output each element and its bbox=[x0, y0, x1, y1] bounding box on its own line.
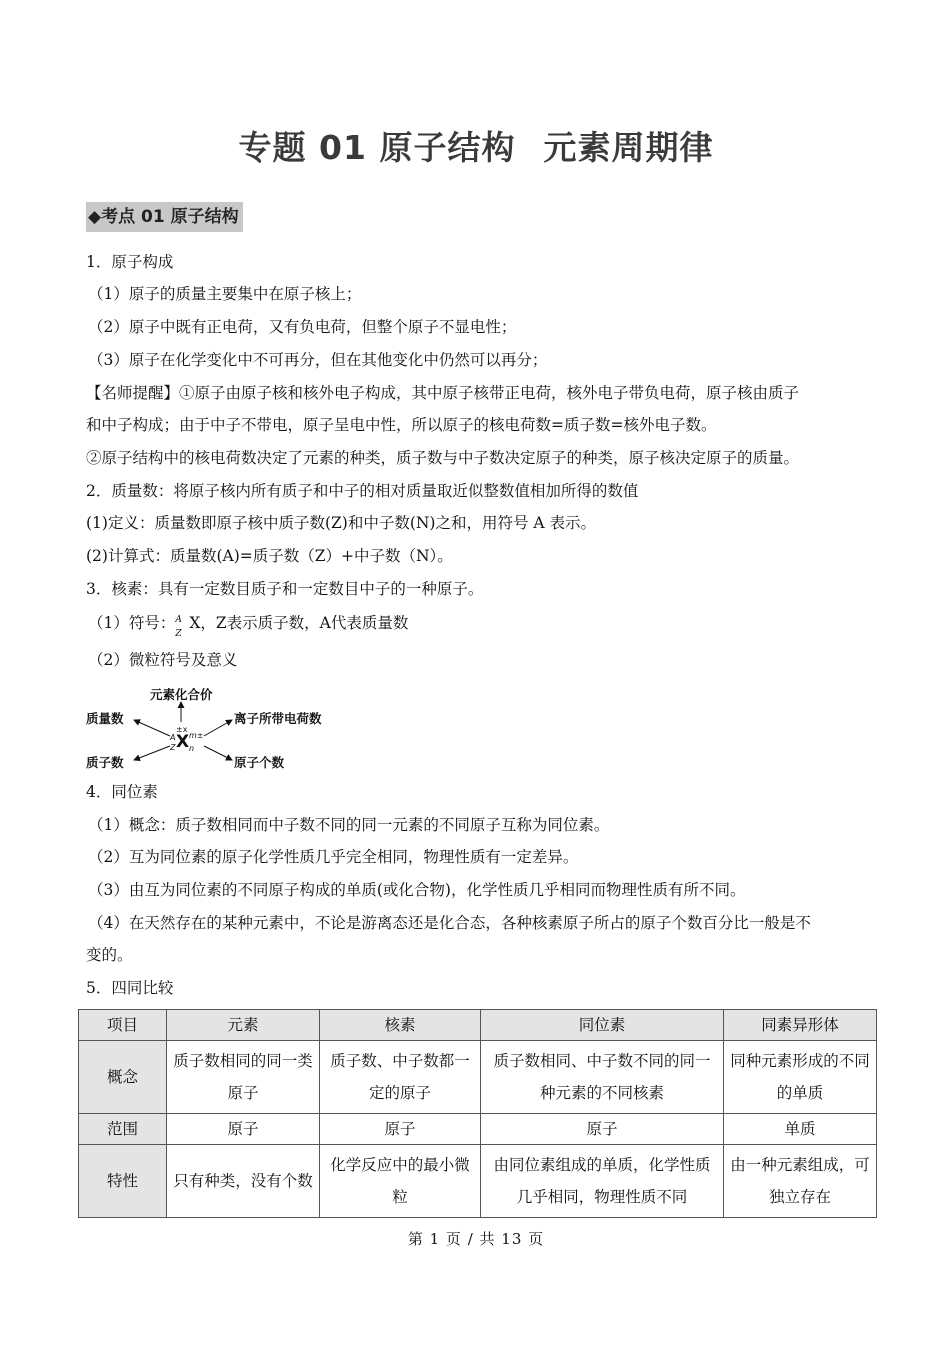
teacher-tip: 【名师提醒】①原子由原子核和核外电子构成，其中原子核带正电荷，核外电子带负电荷，原子核由质子 bbox=[86, 384, 800, 402]
text-line: 和中子构成；由于中子不带电，原子呈电中性，所以原子的核电荷数=质子数=核外电子数。 bbox=[86, 416, 717, 434]
subscript-z: Z bbox=[170, 743, 176, 752]
arrow-lower-left bbox=[134, 746, 170, 760]
table-cell: 原子 bbox=[167, 1114, 320, 1145]
arrow-lower-right bbox=[204, 746, 232, 760]
text-line: （3）由互为同位素的不同原子构成的单质(或化合物)，化学性质几乎相同而物理性质有所不同。 bbox=[88, 881, 746, 899]
table-cell: 质子数相同、中子数不同的同一种元素的不同核素 bbox=[481, 1041, 724, 1114]
arrow-upper-left bbox=[134, 720, 170, 736]
heading-atom-composition: 1．原子构成 bbox=[86, 253, 174, 271]
header-cell: 同素异形体 bbox=[724, 1010, 877, 1041]
arrow-upper-right bbox=[204, 720, 232, 736]
text-line: ②原子结构中的核电荷数决定了元素的种类，质子数与中子数决定原子的种类，原子核决定原子的质量。 bbox=[86, 449, 800, 467]
text-line: （2）原子中既有正电荷，又有负电荷，但整个原子不显电性； bbox=[88, 318, 517, 336]
table-cell: 化学反应中的最小微粒 bbox=[320, 1145, 481, 1218]
label-proton-number: 质子数 bbox=[86, 755, 124, 770]
row-label: 概念 bbox=[79, 1041, 167, 1114]
text-line: (1)定义：质量数即原子核中质子数(Z)和中子数(N)之和，用符号 A 表示。 bbox=[86, 514, 597, 532]
table-cell: 同种元素形成的不同的单质 bbox=[724, 1041, 877, 1114]
heading-comparison: 5．四同比较 bbox=[86, 979, 174, 997]
label-atom-count: 原子个数 bbox=[234, 755, 285, 770]
section-heading: ◆考点 01 原子结构 bbox=[86, 202, 243, 232]
header-cell: 核素 bbox=[320, 1010, 481, 1041]
header-cell: 同位素 bbox=[481, 1010, 724, 1041]
comparison-table bbox=[78, 1009, 877, 1218]
text-line: 变的。 bbox=[86, 946, 133, 964]
table-cell: 质子数、中子数都一定的原子 bbox=[320, 1041, 481, 1114]
superscript-a: A bbox=[170, 733, 176, 742]
heading-mass-number: 2．质量数：将原子核内所有质子和中子的相对质量取近似整数值相加所得的数值 bbox=[86, 482, 639, 500]
table-cell: 由一种元素组成，可独立存在 bbox=[724, 1145, 877, 1218]
table-header-row bbox=[79, 1010, 877, 1041]
table-cell: 只有种类，没有个数 bbox=[167, 1145, 320, 1218]
particle-symbol-diagram bbox=[86, 680, 346, 780]
page-number: 第 1 页 / 共 13 页 bbox=[407, 1230, 545, 1248]
table-row bbox=[79, 1114, 877, 1145]
table-row bbox=[79, 1145, 877, 1218]
text-line: （2）互为同位素的原子化学性质几乎完全相同，物理性质有一定差异。 bbox=[88, 848, 579, 866]
text-line: （3）原子在化学变化中不可再分，但在其他变化中仍然可以再分； bbox=[88, 351, 548, 369]
table-cell: 单质 bbox=[724, 1114, 877, 1145]
diagram-arrows bbox=[86, 680, 346, 780]
text-line: （1）原子的质量主要集中在原子核上； bbox=[88, 285, 362, 303]
table-row bbox=[79, 1041, 877, 1114]
label-ion-charge: 离子所带电荷数 bbox=[234, 711, 322, 726]
page-title: 专题 01 原子结构 元素周期律 bbox=[238, 128, 714, 167]
table-cell: 由同位素组成的单质，化学性质几乎相同，物理性质不同 bbox=[481, 1145, 724, 1218]
label-mass-number: 质量数 bbox=[86, 711, 124, 726]
heading-nuclide: 3．核素：具有一定数目质子和一定数目中子的一种原子。 bbox=[86, 580, 484, 598]
row-label: 特性 bbox=[79, 1145, 167, 1218]
subscript-n: n bbox=[189, 744, 195, 753]
table-cell: 质子数相同的同一类原子 bbox=[167, 1041, 320, 1114]
text-line: （1）概念：质子数相同而中子数不同的同一元素的不同原子互称为同位素。 bbox=[88, 816, 610, 834]
text-line: (2)计算式：质量数(A)=质子数（Z）+中子数（N）。 bbox=[86, 547, 453, 565]
label-valence: 元素化合价 bbox=[150, 687, 213, 702]
element-symbol: X bbox=[176, 732, 190, 752]
header-cell: 元素 bbox=[167, 1010, 320, 1041]
superscript-charge: ±x bbox=[176, 725, 188, 734]
heading-isotope: 4．同位素 bbox=[86, 783, 158, 801]
text-line: （2）微粒符号及意义 bbox=[88, 651, 238, 669]
text-line: （4）在天然存在的某种元素中，不论是游离态还是化合态，各种核素原子所占的原子个数百分比一般是不 bbox=[88, 914, 811, 932]
header-cell: 项目 bbox=[79, 1010, 167, 1041]
table-cell: 原子 bbox=[320, 1114, 481, 1145]
row-label: 范围 bbox=[79, 1114, 167, 1145]
superscript-m: m± bbox=[189, 731, 204, 740]
table-cell: 原子 bbox=[481, 1114, 724, 1145]
nuclide-notation: A Z bbox=[175, 615, 182, 639]
nuclide-symbol-line: （1）符号： A Z X，Z表示质子数，A代表质量数 bbox=[88, 614, 409, 639]
